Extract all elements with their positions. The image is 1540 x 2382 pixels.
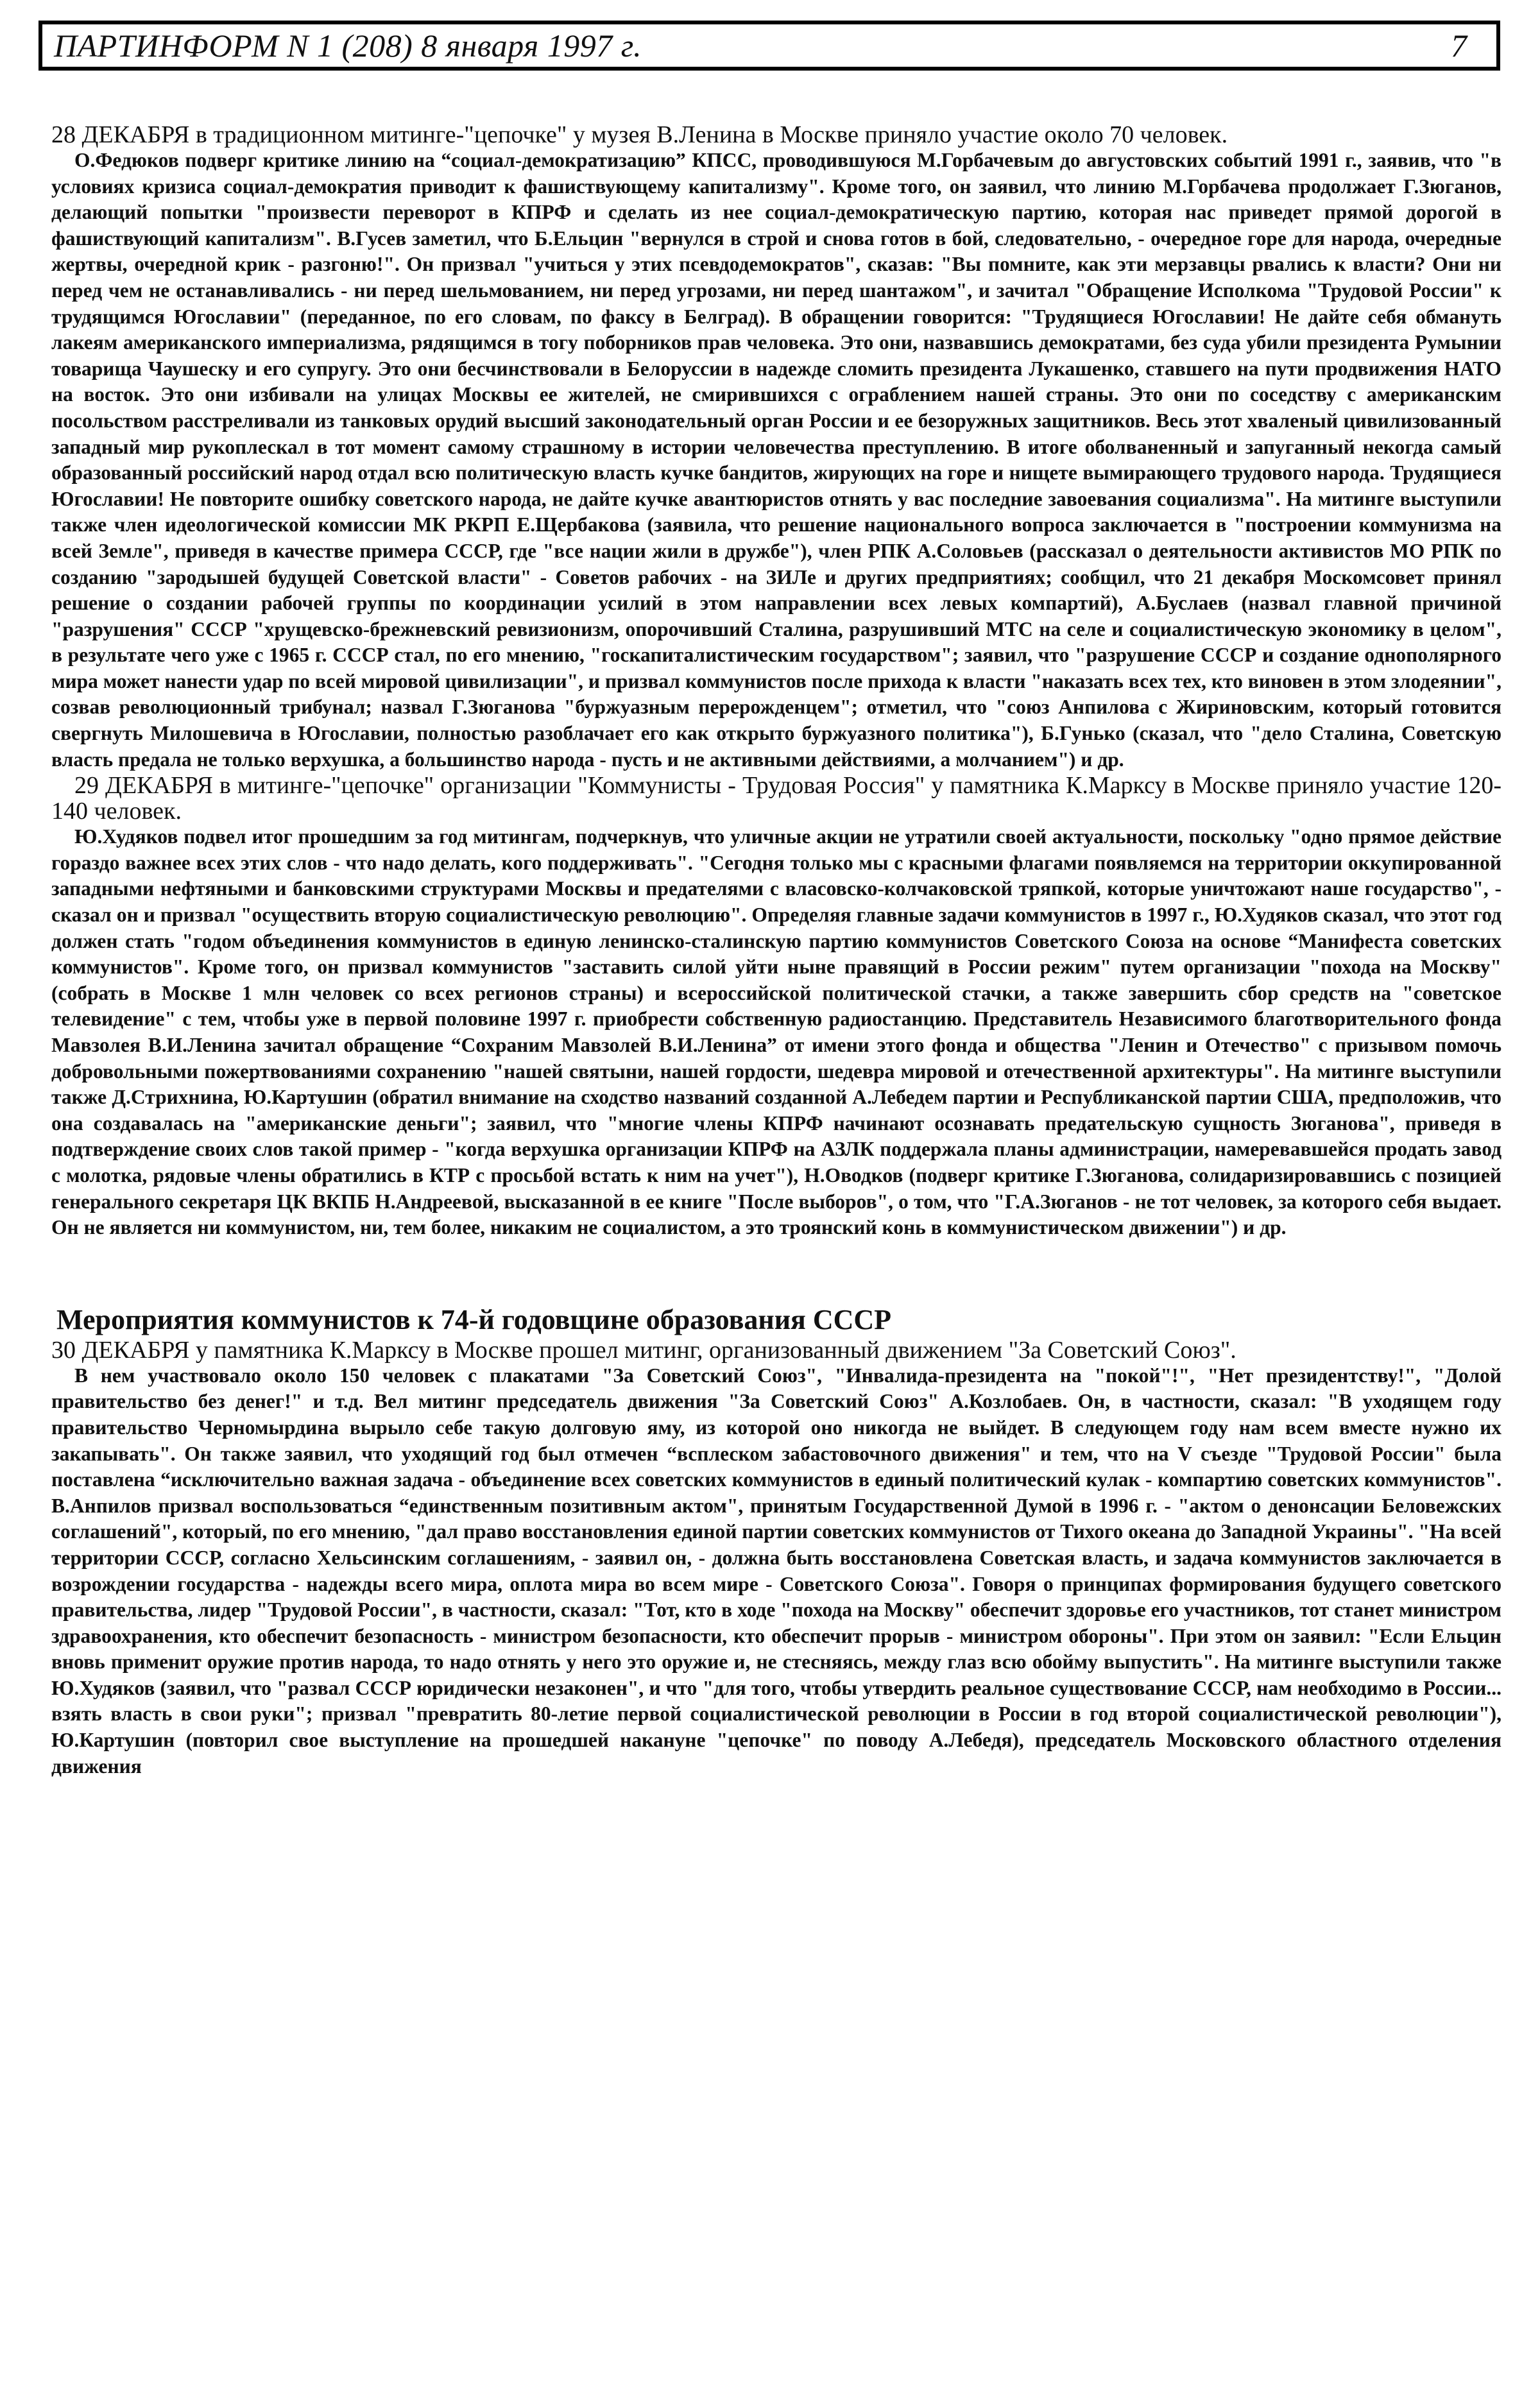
section-1-lead: 28 ДЕКАБРЯ в традиционном митинге-"цепочке" у музея В.Ленина в Москве приняло участие около 70 человек.: [51, 121, 1228, 148]
publication-header-title: ПАРТИНФОРМ N 1 (208) 8 января 1997 г.: [54, 28, 642, 64]
section-1-body: О.Федюков подверг критике линию на “социал-демократизацию” КПСС, проводившуюся М.Горбачевым до августовских событий 1991 г., заявив, что "в условиях кризиса социал-демократия приводит к фашиствующему капитализму". Кроме того, он заявил, что линию М.Горбачева продолжает Г.Зюганов, делающий попытки "произвести переворот в КПРФ и сделать из нее социал-демократическую партию, которая нас приведет прямой дорогой в фашиствующий капитализм". В.Гусев заметил, что Б.Ельцин "вернулся в строй и снова готов в бой, следовательно, - очередное горе для народа, очередные жертвы, очередной крик - разгоню!". Он призвал "учиться у этих псевдодемократов", сказав: "Вы помните, как эти мерзавцы рвались к власти? Они ни перед чем не останавливались - ни перед шельмованием, ни перед угрозами, ни перед шантажом", и зачитал "Обращение Исполкома "Трудовой России" к трудящимся Югославии" (переданное, по его словам, по факсу в Белград). В обращении говорится: "Трудящиеся Югославии! Не дайте себя обмануть лакеям американского империализма, рядящимся в тогу поборников прав человека. Это они, назвавшись демократами, без суда убили президента Румынии товарища Чаушеску и его супругу. Это они бесчинствовали в Белоруссии в надежде сломить президента Лукашенко, ставшего на пути продвижения НАТО на восток. Это они избивали на улицах Москвы ее жителей, не смирившихся с ограблением нашей страны. Это они по соседству с американским посольством расстреливали из танковых орудий высший законодательный орган России и ее безоружных защитников. Весь этот хваленый цивилизованный западный мир рукоплескал в тот момент самому страшному в истории человечества преступлению. В итоге оболваненный и запуганный некогда самый образованный российский народ отдал всю политическую власть кучке бандитов, жирующих на горе и нищете вымирающего трудового народа. Трудящиеся Югославии! Не повторите ошибку советского народа, не дайте кучке авантюристов отнять у вас последние завоевания социализма". На митинге выступили также член идеологической комиссии МК РКРП Е.Щербакова (заявила, что решение национального вопроса заключается в "построении коммунизма на всей Земле", приведя в качестве примера СССР, где "все нации жили в дружбе"), член РПК А.Соловьев (рассказал о деятельности активистов МО РПК по созданию "зародышей будущей Советской власти" - Советов рабочих - на ЗИЛе и других предприятиях; сообщил, что 21 декабря Москомсовет принял решение о создании рабочей группы по координации усилий в этом направлении всех левых компартий), А.Буслаев (назвал главной причиной "разрушения" СССР "хрущевско-брежневский ревизионизм, опорочивший Сталина, разрушивший МТС на селе и социалистическую экономику в целом", в результате чего уже с 1965 г. СССР стал, по его мнению, "госкапиталистическим государством"; заявил, что "разрушение СССР и создание однополярного мира может нанести удар по всей мировой цивилизации", и призвал коммунистов после прихода к власти "наказать всех тех, кто виновен в этом злодеянии", созвав революционный трибунал; назвал Г.Зюганова "буржуазным перерожденцем"; отметил, что "союз Анпилова с Жириновским, который готовится свергнуть Милошевича в Югославии, полностью разоблачает его как открыто буржуазного политика"), Б.Гунько (сказал, что "дело Сталина, Советскую власть предала не только верхушка, а большинство народа - пусть и не активными действиями, а молчанием") и др.: [51, 149, 1502, 771]
section-3-heading: Мероприятия коммунистов к 74-й годовщине образования СССР: [56, 1303, 892, 1335]
section-3-body: В нем участвовало около 150 человек с плакатами "За Советский Союз", "Инвалида-президента на "покой"!", "Нет президентству!", "Долой правительство без денег!" и т.д. Вел митинг председатель движения "За Советский Союз" А.Козлобаев. Он, в частности, сказал: "В уходящем году правительство Черномырдина вырыло себе такую долговую яму, из которой оно никогда не выйдет. В следующем году нам всем вместе нужно их закапывать". Он также заявил, что уходящий год был отмечен “всплеском забастовочного движения" и тем, что на V съезде "Трудовой России" была поставлена “исключительно важная задача - объединение всех советских коммунистов в единый политический кулак - компартию советских коммунистов". В.Анпилов призвал воспользоваться “единственным позитивным актом", принятым Государственной Думой в 1996 г. - "актом о денонсации Беловежских соглашений", который, по его мнению, "дал право восстановления единой партии советских коммунистов от Тихого океана до Западной Украины". "На всей территории СССР, согласно Хельсинским соглашениям, - заявил он, - должна быть восстановлена Советская власть, и задача коммунистов заключается в возрождении государства - надежды всего мира, оплота мира во всем мире - Советского Союза". Говоря о принципах формирования будущего советского правительства, лидер "Трудовой России", в частности, сказал: "Тот, кто в ходе "похода на Москву" обеспечит здоровье его участников, тот станет министром здравоохранения, кто обеспечит безопасность - министром безопасности, кто обеспечит прорыв - министром обороны". При этом он заявил: "Если Ельцин вновь применит оружие против народа, то надо отнять у него это оружие и, не стесняясь, между глаз всю обойму выпустить". На митинге выступили также Ю.Худяков (заявил, что "развал СССР юридически незаконен", и что "для того, чтобы утвердить реальное существование СССР, нам необходимо в России... взять власть в свои руки"; призвал "превратить 80-летие первой социалистической революции в России в год второй социалистической революции"), Ю.Картушин (повторил свое выступление на прошедшей накануне "цепочке" по поводу А.Лебедя), председатель Московского областного отделения движения: [51, 1364, 1502, 1778]
section-2-body: Ю.Худяков подвел итог прошедшим за год митингам, подчеркнув, что уличные акции не утратили своей актуальности, поскольку "одно прямое действие гораздо важнее всех этих слов - что надо делать, кого поддерживать". "Сегодня только мы с красными флагами появляемся на территории оккупированной западными нефтяными и банковскими структурами Москвы и предателями с власовско-колчаковской тряпкой, которые уничтожают наше государство", - сказал он и призвал "осуществить вторую социалистическую революцию". Определяя главные задачи коммунистов в 1997 г., Ю.Худяков сказал, что этот год должен стать "годом объединения коммунистов в единую ленинско-сталинскую партию коммунистов Советского Союза на основе “Манифеста советских коммунистов". Кроме того, он призвал коммунистов "заставить силой уйти ныне правящий в России режим" путем организации "похода на Москву" (собрать в Москве 1 млн человек со всех регионов страны) и всероссийской политической стачки, а также завершить сбор средств на "советское телевидение" с тем, чтобы уже в первой половине 1997 г. приобрести собственную радиостанцию. Представитель Независимого благотворительного фонда Мавзолея В.И.Ленина зачитал обращение “Сохраним Мавзолей В.И.Ленина” от имени этого фонда и общества "Ленин и Отечество" с призывом помочь добровольными пожертвованиями сохранению "нашей святыни, нашей гордости, шедевра мировой и отечественной архитектуры". На митинге выступили также Д.Стрихнина, Ю.Картушин (обратил внимание на сходство названий созданной А.Лебедем партии и Республиканской партии США, предположив, что она создавалась на "американские деньги"; заявил, что "многие члены КПРФ начинают осознавать предательскую сущность Зюганова", приведя в подтверждение своих слов такой пример - "когда верхушка организации КПРФ на АЗЛК поддержала планы администрации, намеревавшейся продать завод с молотка, рядовые члены обратились в КТР с просьбой встать к ним на учет"), Н.Оводков (подверг критике Г.Зюганова, солидаризировавшись с позицией генерального секретаря ЦК ВКПБ Н.Андреевой, высказанной в ее книге "После выборов", о том, что "Г.А.Зюганов - не тот человек, за которого себя выдает. Он не является ни коммунистом, ни, тем более, никаким не социалистом, а это троянский конь в коммунистическом движении") и др.: [51, 825, 1502, 1239]
section-2-lead: 29 ДЕКАБРЯ в митинге-"цепочке" организации "Коммунисты - Трудовая Россия" у памятника К.Марксу в Москве приняло участие 120-140 человек.: [51, 772, 1502, 825]
section-3-lead: 30 ДЕКАБРЯ у памятника К.Марксу в Москве прошел митинг, организованный движением "За Советский Союз".: [51, 1336, 1236, 1364]
article-body: [51, 122, 1502, 1779]
page-number: 7: [1451, 28, 1467, 64]
page-header: [38, 21, 1500, 71]
